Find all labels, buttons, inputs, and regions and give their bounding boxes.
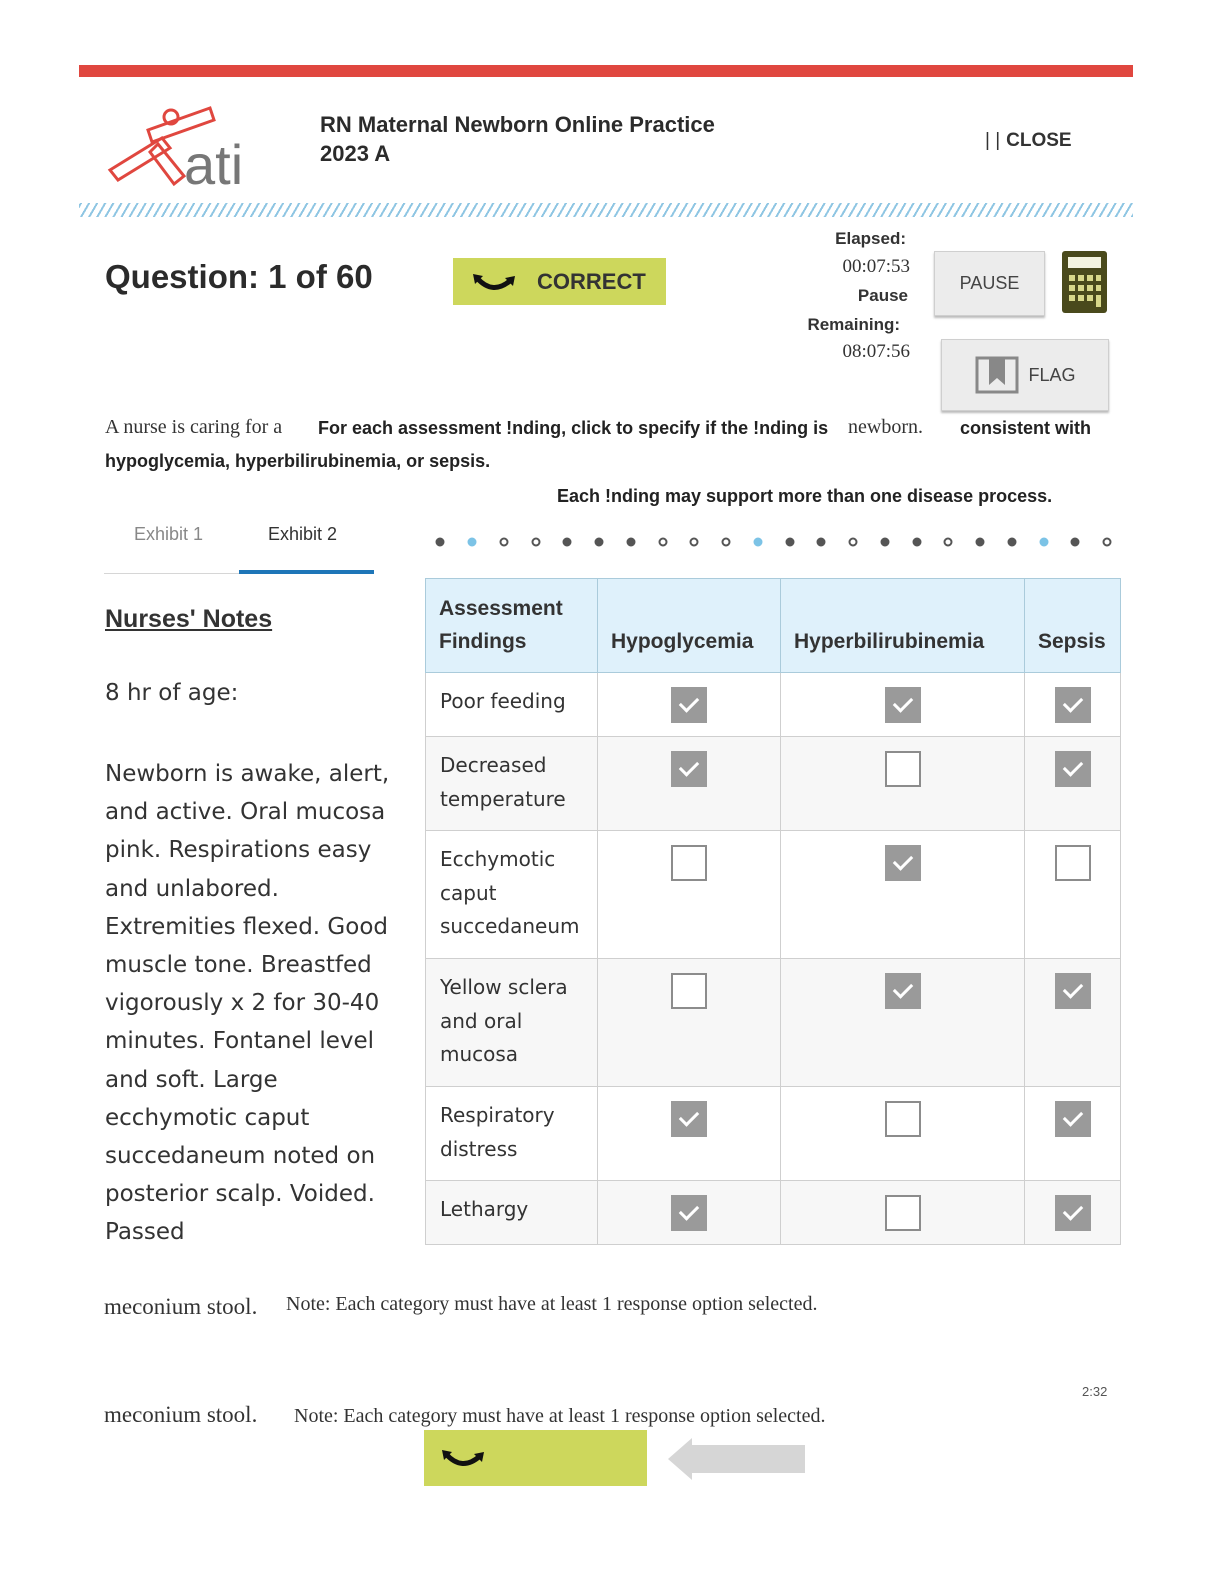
category-note-2: Note: Each category must have at least 1 response option selected. (294, 1405, 826, 1427)
checkbox-cell-hyperbilirubinemia (781, 959, 1025, 1087)
checkbox-hyperbilirubinemia[interactable] (885, 751, 921, 787)
checkbox-hyperbilirubinemia[interactable] (885, 687, 921, 723)
table-row (426, 959, 1121, 1087)
flag-button[interactable] (941, 339, 1109, 411)
table-row (426, 1087, 1121, 1181)
page-time: 2:32 (1082, 1384, 1108, 1399)
notes-continuation-1: meconium stool. (104, 1294, 258, 1319)
checkbox-cell-hyperbilirubinemia (781, 737, 1025, 831)
ati-logo (104, 100, 274, 195)
checkbox-cell-sepsis (1025, 831, 1121, 959)
close-divider: | | (985, 130, 1001, 151)
finding-label: Decreased temperature (440, 753, 566, 811)
table-row (426, 1181, 1121, 1245)
tab-exhibit-2[interactable]: Exhibit 2 (268, 524, 338, 544)
prompt-instruction-line2: hypoglycemia, hyperbilirubinemia, or sepsis. (105, 451, 491, 471)
category-note-1: Note: Each category must have at least 1 response option selected. (286, 1293, 818, 1315)
table-row (426, 831, 1121, 959)
close-label: CLOSE (1006, 130, 1072, 151)
finding-cell (426, 673, 598, 737)
pause-button[interactable] (934, 251, 1045, 316)
checkbox-hypoglycemia[interactable] (671, 1195, 707, 1231)
finding-label: Lethargy (440, 1197, 529, 1221)
remaining-value: 08:07:56 (842, 341, 910, 362)
finding-cell (426, 737, 598, 831)
finding-label: Yellow sclera and oral mucosa (440, 975, 568, 1066)
checkbox-cell-sepsis (1025, 1181, 1121, 1245)
checkbox-cell-hypoglycemia (598, 1181, 781, 1245)
pause-button-label: PAUSE (959, 273, 1020, 293)
nurses-notes-body: Newborn is awake, alert, and active. Oral mucosa pink. Respirations easy and unlabored. Extremities flexed. Good muscle tone. Breastfed vigorously x 2 for 30-40 minutes. Fontanel level and soft. Large ecchymotic caput succedaneum noted on posterior scalp. Voided. Passed (105, 761, 390, 1246)
checkbox-hyperbilirubinemia[interactable] (885, 1195, 921, 1231)
checkbox-hypoglycemia[interactable] (671, 845, 707, 881)
question-counter: Question: 1 of 60 (105, 258, 373, 295)
checkbox-sepsis[interactable] (1055, 1101, 1091, 1137)
checkbox-cell-hypoglycemia (598, 831, 781, 959)
finding-label: Poor feeding (440, 689, 566, 713)
checkbox-cell-hypoglycemia (598, 1087, 781, 1181)
checkbox-sepsis[interactable] (1055, 973, 1091, 1009)
checkbox-sepsis[interactable] (1055, 751, 1091, 787)
checkbox-cell-hyperbilirubinemia (781, 1087, 1025, 1181)
bottom-status-button[interactable] (424, 1430, 647, 1486)
header-divider (79, 203, 1133, 217)
table-row (426, 737, 1121, 831)
finding-label: Respiratory distress (440, 1103, 555, 1161)
assessment-matrix (425, 578, 1121, 1245)
header-assessment-findings: Assessment Findings (426, 579, 598, 673)
checkbox-cell-sepsis (1025, 959, 1121, 1087)
back-arrow-icon[interactable] (668, 1438, 808, 1480)
prompt-instruction-a: For each assessment !nding, click to specify if the !nding is (318, 418, 829, 438)
calculator-icon[interactable] (1062, 251, 1107, 313)
undo-arrow-icon (440, 1446, 486, 1470)
tab-active-indicator (239, 570, 374, 574)
header-sepsis: Sepsis (1025, 579, 1121, 673)
checkbox-sepsis[interactable] (1055, 687, 1091, 723)
checkbox-hypoglycemia[interactable] (671, 751, 707, 787)
checkbox-cell-hyperbilirubinemia (781, 1181, 1025, 1245)
remaining-label: Remaining: (807, 315, 900, 334)
correct-label: CORRECT (537, 268, 646, 294)
exam-title-line2: 2023 A (320, 141, 391, 166)
checkbox-hypoglycemia[interactable] (671, 687, 707, 723)
finding-label: Ecchymotic caput succedaneum (440, 847, 580, 938)
nurses-notes-heading: Nurses' Notes (105, 605, 273, 633)
header-hypoglycemia: Hypoglycemia (598, 579, 781, 673)
header-hyperbilirubinemia: Hyperbilirubinemia (781, 579, 1025, 673)
checkbox-cell-sepsis (1025, 1087, 1121, 1181)
checkbox-hypoglycemia[interactable] (671, 973, 707, 1009)
brand-text: ati (184, 133, 244, 195)
prompt-text-a: A nurse is caring for a (105, 416, 283, 438)
elapsed-label: Elapsed: (835, 229, 906, 248)
scroll-dots (430, 532, 1120, 552)
prompt-text-b: newborn. (848, 416, 923, 438)
checkbox-cell-sepsis (1025, 673, 1121, 737)
undo-arrow-icon (471, 270, 517, 294)
checkbox-cell-hyperbilirubinemia (781, 673, 1025, 737)
checkbox-cell-hypoglycemia (598, 673, 781, 737)
checkbox-cell-hypoglycemia (598, 737, 781, 831)
elapsed-value: 00:07:53 (842, 256, 910, 277)
exam-title (320, 110, 715, 168)
top-accent-bar (79, 65, 1133, 77)
tab-exhibit-1[interactable]: Exhibit 1 (134, 524, 204, 544)
finding-cell (426, 1181, 598, 1245)
notes-continuation-2: meconium stool. (104, 1402, 258, 1427)
checkbox-cell-sepsis (1025, 737, 1121, 831)
bookmark-flag-icon (974, 355, 1020, 395)
checkbox-cell-hypoglycemia (598, 959, 781, 1087)
close-button[interactable] (985, 130, 1072, 152)
nurses-notes-age: 8 hr of age: (105, 680, 239, 706)
checkbox-sepsis[interactable] (1055, 845, 1091, 881)
exam-title-line1: RN Maternal Newborn Online Practice (320, 112, 715, 137)
checkbox-sepsis[interactable] (1055, 1195, 1091, 1231)
checkbox-hyperbilirubinemia[interactable] (885, 845, 921, 881)
prompt-instruction-b: consistent with (960, 418, 1092, 438)
checkbox-hypoglycemia[interactable] (671, 1101, 707, 1137)
finding-cell (426, 959, 598, 1087)
checkbox-hyperbilirubinemia[interactable] (885, 973, 921, 1009)
flag-button-label: FLAG (1028, 364, 1076, 385)
finding-cell (426, 831, 598, 959)
checkbox-cell-hyperbilirubinemia (781, 831, 1025, 959)
correct-badge (453, 258, 666, 305)
checkbox-hyperbilirubinemia[interactable] (885, 1101, 921, 1137)
prompt-instruction-line3: Each !nding may support more than one disease process. (557, 486, 1053, 506)
finding-cell (426, 1087, 598, 1181)
table-row (426, 673, 1121, 737)
pause-remaining-label: Pause (857, 286, 908, 305)
